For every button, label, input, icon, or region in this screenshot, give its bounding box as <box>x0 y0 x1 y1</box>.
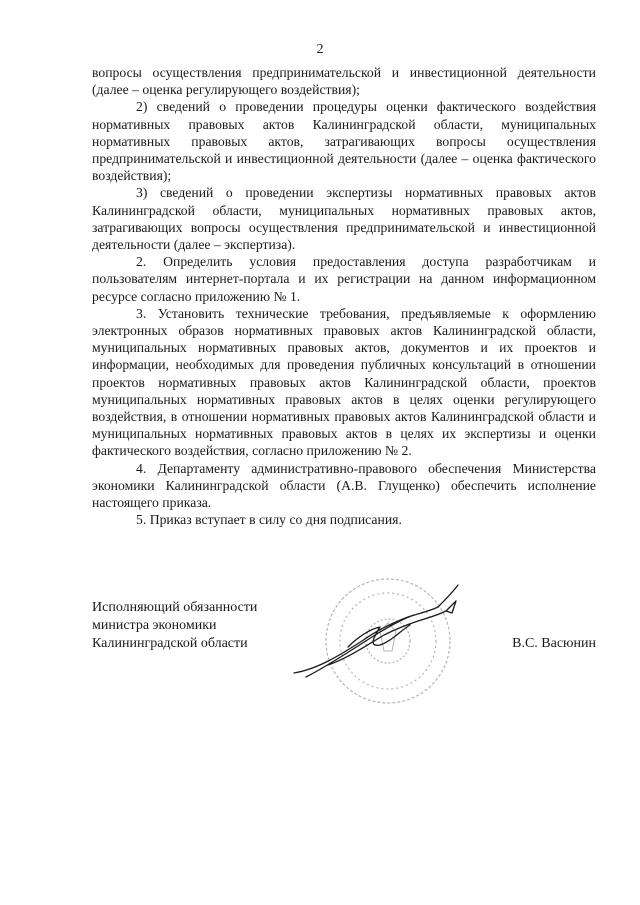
paragraph-clause-2-access: 2. Определить условия предоставления доступа разработчикам и пользователям интернет-портала и их регистрации на данном информационном ресурсе согласно приложению № 1. <box>92 254 596 304</box>
paragraph-item-2-factual-impact: 2) сведений о проведении процедуры оценки фактического воздействия нормативных правовых актов Калининградской области, муниципальных нормативных правовых актов, затрагивающих вопросы осуществления предпринимательской и инвестиционной деятельности (далее – оценка фактического воздействия); <box>92 99 596 184</box>
paragraph-continuation: вопросы осуществления предпринимательской и инвестиционной деятельности (далее – оценка регулирующего воздействия); <box>92 65 596 98</box>
document-body <box>92 64 596 528</box>
paragraph-clause-5-effect: 5. Приказ вступает в силу со дня подписания. <box>136 512 402 528</box>
page-number: 2 <box>316 42 324 57</box>
signer-position: Исполняющий обязанности министра экономики Калининградской области <box>92 600 258 651</box>
paragraph-item-3-expertise: 3) сведений о проведении экспертизы нормативных правовых актов Калининградской области, муниципальных нормативных правовых актов, затрагивающих вопросы осуществления предпринимательской и инвестиционной деятельности (далее – экспертиза). <box>92 185 596 253</box>
stamp-and-signature-image <box>288 573 468 723</box>
signer-name: В.С. Васюнин <box>512 636 596 651</box>
paragraph-clause-4-department: 4. Департаменту административно-правового обеспечения Министерства экономики Калининградской области (А.В. Глущенко) обеспечить исполнение настоящего приказа. <box>92 460 596 511</box>
signature-block <box>92 599 596 709</box>
paragraph-clause-3-requirements: 3. Установить технические требования, предъявляемые к оформлению электронных образов нормативных правовых актов Калининградской области, муниципальных нормативных правовых актов, документов и их проектов и информации, необходимых для проведения публичных консультаций в отношении проектов нормативных правовых актов Калининградской области, проектов муниципальных нормативных правовых актов в целях оценки регулирующего воздействия, в отношении нормативных правовых актов Калининградской области и муниципальных нормативных правовых актов в целях их экспертизы и оценки фактического воздействия, согласно приложению № 2. <box>92 305 596 459</box>
